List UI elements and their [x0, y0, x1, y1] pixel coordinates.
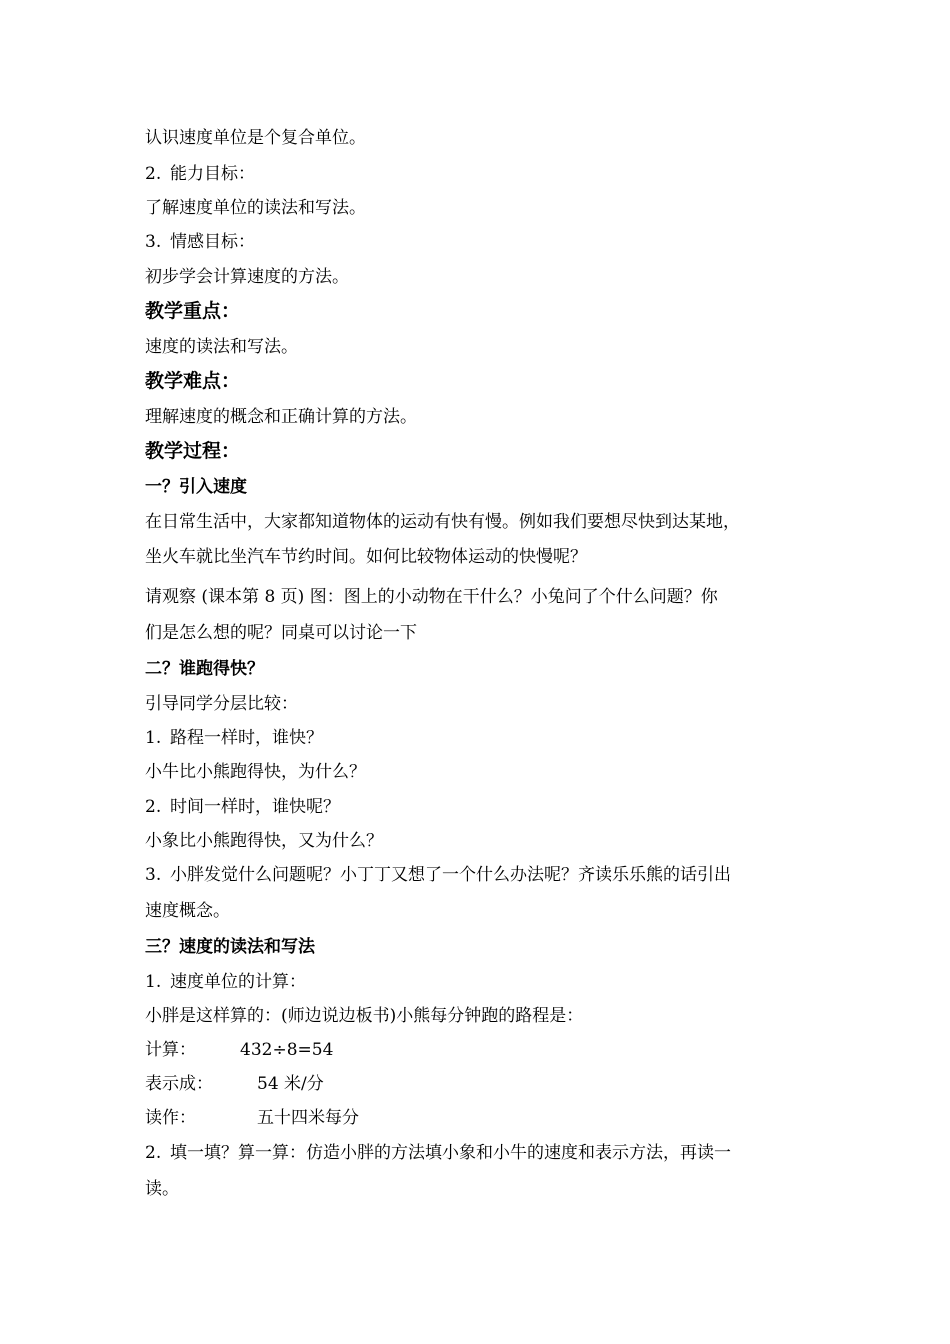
read-value: 五十四米每分 — [257, 1108, 359, 1128]
text-line: 坐火车就比坐汽车节约时间。如何比较物体运动的快慢呢？ — [145, 547, 587, 567]
numbered-item: 2. 能力目标： — [145, 164, 255, 184]
text-line: 们是怎么想的呢？同桌可以讨论一下 — [145, 623, 417, 643]
text-line: 读。 — [145, 1179, 179, 1199]
item-number: 1. — [145, 728, 162, 748]
calc-value: 432÷8=54 — [240, 1040, 334, 1060]
text-line: 速度的读法和写法。 — [145, 337, 298, 357]
numbered-item: 1. 速度单位的计算： — [145, 972, 306, 992]
represent-label: 表示成： — [145, 1074, 213, 1094]
text-line: 在日常生活中，大家都知道物体的运动有快有慢。例如我们要想尽快到达某地， — [145, 512, 740, 532]
item-number: 3. — [145, 865, 162, 885]
text-line: 小象比小熊跑得快，又为什么？ — [145, 831, 383, 851]
section-heading: 一？引入速度 — [145, 477, 247, 497]
item-number: 3. — [145, 232, 162, 252]
text-line: 请观察 (课本第 8 页) 图：图上的小动物在干什么？小兔问了个什么问题？你 — [145, 587, 718, 607]
heading-teaching-difficulty: 教学难点： — [145, 370, 241, 392]
text-line: 理解速度的概念和正确计算的方法。 — [145, 407, 417, 427]
text-line: 初步学会计算速度的方法。 — [145, 267, 349, 287]
text-line: 了解速度单位的读法和写法。 — [145, 198, 366, 218]
calc-line — [145, 1038, 333, 1062]
section-heading: 二？谁跑得快？ — [145, 659, 264, 679]
represent-value: 54 米/分 — [257, 1074, 324, 1094]
item-number: 2. — [145, 797, 162, 817]
item-number: 2. — [145, 1143, 162, 1163]
item-number: 1. — [145, 972, 162, 992]
numbered-item: 3. 情感目标： — [145, 232, 255, 252]
text-line: 小胖是这样算的：(师边说边板书)小熊每分钟跑的路程是： — [145, 1006, 584, 1026]
text-line: 认识速度单位是个复合单位。 — [145, 128, 366, 148]
numbered-item: 1. 路程一样时，谁快？ — [145, 728, 323, 748]
represent-line — [145, 1072, 324, 1096]
read-label: 读作： — [145, 1108, 196, 1128]
text-line: 小牛比小熊跑得快，为什么？ — [145, 762, 366, 782]
numbered-item: 2. 时间一样时，谁快呢？ — [145, 797, 340, 817]
numbered-item: 3. 小胖发觉什么问题呢？小丁丁又想了一个什么办法呢？齐读乐乐熊的话引出 — [145, 865, 731, 885]
numbered-item: 2. 填一填？算一算：仿造小胖的方法填小象和小牛的速度和表示方法，再读一 — [145, 1143, 731, 1163]
heading-teaching-focus: 教学重点： — [145, 300, 241, 322]
section-heading: 三？速度的读法和写法 — [145, 937, 315, 957]
calc-label: 计算： — [145, 1040, 196, 1060]
read-line — [145, 1106, 359, 1130]
heading-teaching-process: 教学过程： — [145, 440, 241, 462]
item-number: 2. — [145, 164, 162, 184]
text-line: 引导同学分层比较： — [145, 694, 298, 714]
text-line: 速度概念。 — [145, 901, 230, 921]
